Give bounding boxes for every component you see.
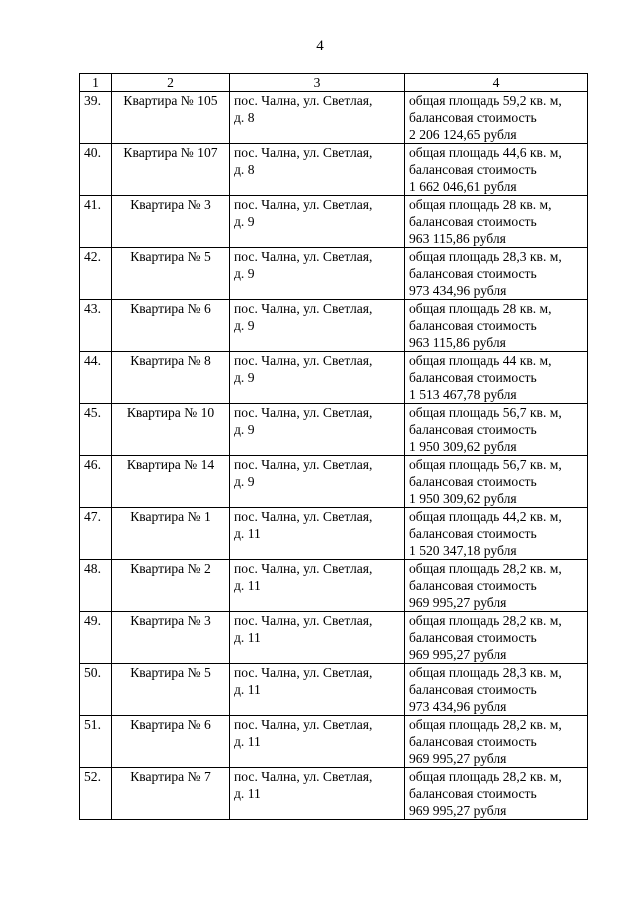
description-line: балансовая стоимость (409, 786, 537, 801)
property-name: Квартира № 3 (112, 196, 230, 248)
column-header-address: 3 (230, 74, 405, 92)
description-line: общая площадь 56,7 кв. м, (409, 457, 562, 472)
property-description (405, 612, 588, 664)
property-address (230, 716, 405, 768)
description-line: 969 995,27 рубля (409, 595, 507, 610)
description-line: 963 115,86 рубля (409, 231, 506, 246)
property-address (230, 196, 405, 248)
description-line: общая площадь 59,2 кв. м, (409, 93, 562, 108)
property-name: Квартира № 8 (112, 352, 230, 404)
address-line: д. 9 (234, 474, 255, 489)
property-name: Квартира № 2 (112, 560, 230, 612)
description-line: балансовая стоимость (409, 682, 537, 697)
address-line: пос. Чална, ул. Светлая, (234, 93, 373, 108)
table-body (80, 92, 588, 820)
description-line: 1 513 467,78 рубля (409, 387, 517, 402)
address-line: д. 9 (234, 422, 255, 437)
table-row (80, 404, 588, 456)
address-line: д. 11 (234, 734, 261, 749)
property-address (230, 768, 405, 820)
address-line: д. 8 (234, 110, 255, 125)
table-row (80, 560, 588, 612)
address-line: д. 11 (234, 786, 261, 801)
property-name: Квартира № 1 (112, 508, 230, 560)
property-description (405, 144, 588, 196)
property-description (405, 248, 588, 300)
description-line: общая площадь 28,2 кв. м, (409, 561, 562, 576)
table-row (80, 248, 588, 300)
property-address (230, 404, 405, 456)
table-row (80, 196, 588, 248)
address-line: пос. Чална, ул. Светлая, (234, 301, 373, 316)
property-table (79, 73, 588, 820)
property-description (405, 768, 588, 820)
row-number: 45. (80, 404, 112, 456)
row-number: 42. (80, 248, 112, 300)
description-line: балансовая стоимость (409, 422, 537, 437)
address-line: пос. Чална, ул. Светлая, (234, 509, 373, 524)
row-number: 51. (80, 716, 112, 768)
address-line: пос. Чална, ул. Светлая, (234, 405, 373, 420)
description-line: 2 206 124,65 рубля (409, 127, 517, 142)
address-line: пос. Чална, ул. Светлая, (234, 197, 373, 212)
description-line: балансовая стоимость (409, 474, 537, 489)
row-number: 43. (80, 300, 112, 352)
description-line: 969 995,27 рубля (409, 751, 507, 766)
table-row (80, 456, 588, 508)
description-line: 1 950 309,62 рубля (409, 491, 517, 506)
description-line: 1 662 046,61 рубля (409, 179, 517, 194)
property-address (230, 508, 405, 560)
property-description (405, 404, 588, 456)
description-line: балансовая стоимость (409, 526, 537, 541)
address-line: пос. Чална, ул. Светлая, (234, 249, 373, 264)
description-line: 969 995,27 рубля (409, 647, 507, 662)
address-line: д. 9 (234, 318, 255, 333)
description-line: балансовая стоимость (409, 630, 537, 645)
address-line: пос. Чална, ул. Светлая, (234, 145, 373, 160)
description-line: общая площадь 28,2 кв. м, (409, 769, 562, 784)
description-line: 969 995,27 рубля (409, 803, 507, 818)
row-number: 46. (80, 456, 112, 508)
property-name: Квартира № 5 (112, 248, 230, 300)
row-number: 48. (80, 560, 112, 612)
property-name: Квартира № 6 (112, 300, 230, 352)
description-line: 1 950 309,62 рубля (409, 439, 517, 454)
address-line: д. 9 (234, 266, 255, 281)
property-address (230, 352, 405, 404)
property-description (405, 560, 588, 612)
address-line: пос. Чална, ул. Светлая, (234, 665, 373, 680)
table-row (80, 664, 588, 716)
description-line: общая площадь 28,3 кв. м, (409, 665, 562, 680)
table-row (80, 92, 588, 144)
description-line: балансовая стоимость (409, 214, 537, 229)
description-line: балансовая стоимость (409, 578, 537, 593)
property-name: Квартира № 7 (112, 768, 230, 820)
property-address (230, 560, 405, 612)
property-name: Квартира № 107 (112, 144, 230, 196)
description-line: общая площадь 44,2 кв. м, (409, 509, 562, 524)
property-name: Квартира № 6 (112, 716, 230, 768)
table-row (80, 300, 588, 352)
property-description (405, 456, 588, 508)
row-number: 44. (80, 352, 112, 404)
column-header-description: 4 (405, 74, 588, 92)
description-line: общая площадь 44,6 кв. м, (409, 145, 562, 160)
description-line: общая площадь 28 кв. м, (409, 197, 552, 212)
property-address (230, 456, 405, 508)
property-address (230, 248, 405, 300)
address-line: д. 8 (234, 162, 255, 177)
address-line: д. 9 (234, 370, 255, 385)
table-header-row (80, 74, 588, 92)
table-row (80, 768, 588, 820)
address-line: пос. Чална, ул. Светлая, (234, 353, 373, 368)
property-name: Квартира № 14 (112, 456, 230, 508)
property-address (230, 664, 405, 716)
row-number: 39. (80, 92, 112, 144)
row-number: 47. (80, 508, 112, 560)
property-description (405, 92, 588, 144)
description-line: балансовая стоимость (409, 266, 537, 281)
address-line: д. 9 (234, 214, 255, 229)
address-line: д. 11 (234, 630, 261, 645)
description-line: общая площадь 56,7 кв. м, (409, 405, 562, 420)
property-address (230, 300, 405, 352)
row-number: 52. (80, 768, 112, 820)
address-line: пос. Чална, ул. Светлая, (234, 717, 373, 732)
description-line: 973 434,96 рубля (409, 699, 507, 714)
property-name: Квартира № 105 (112, 92, 230, 144)
row-number: 50. (80, 664, 112, 716)
property-name: Квартира № 10 (112, 404, 230, 456)
description-line: балансовая стоимость (409, 110, 537, 125)
row-number: 40. (80, 144, 112, 196)
description-line: 963 115,86 рубля (409, 335, 506, 350)
property-description (405, 716, 588, 768)
description-line: балансовая стоимость (409, 370, 537, 385)
page-number: 4 (316, 38, 324, 54)
address-line: пос. Чална, ул. Светлая, (234, 613, 373, 628)
description-line: балансовая стоимость (409, 162, 537, 177)
table-row (80, 716, 588, 768)
table-row (80, 144, 588, 196)
description-line: балансовая стоимость (409, 318, 537, 333)
address-line: пос. Чална, ул. Светлая, (234, 769, 373, 784)
address-line: пос. Чална, ул. Светлая, (234, 457, 373, 472)
row-number: 49. (80, 612, 112, 664)
description-line: общая площадь 28,2 кв. м, (409, 717, 562, 732)
property-address (230, 92, 405, 144)
description-line: общая площадь 44 кв. м, (409, 353, 552, 368)
property-description (405, 352, 588, 404)
property-address (230, 144, 405, 196)
description-line: 973 434,96 рубля (409, 283, 507, 298)
description-line: общая площадь 28,2 кв. м, (409, 613, 562, 628)
column-header-number: 1 (80, 74, 112, 92)
property-description (405, 508, 588, 560)
address-line: д. 11 (234, 526, 261, 541)
property-name: Квартира № 3 (112, 612, 230, 664)
table-row (80, 352, 588, 404)
property-address (230, 612, 405, 664)
description-line: балансовая стоимость (409, 734, 537, 749)
table-row (80, 508, 588, 560)
address-line: д. 11 (234, 578, 261, 593)
column-header-name: 2 (112, 74, 230, 92)
description-line: общая площадь 28 кв. м, (409, 301, 552, 316)
property-description (405, 664, 588, 716)
description-line: 1 520 347,18 рубля (409, 543, 517, 558)
address-line: пос. Чална, ул. Светлая, (234, 561, 373, 576)
address-line: д. 11 (234, 682, 261, 697)
property-description (405, 300, 588, 352)
property-description (405, 196, 588, 248)
property-name: Квартира № 5 (112, 664, 230, 716)
table-row (80, 612, 588, 664)
row-number: 41. (80, 196, 112, 248)
description-line: общая площадь 28,3 кв. м, (409, 249, 562, 264)
